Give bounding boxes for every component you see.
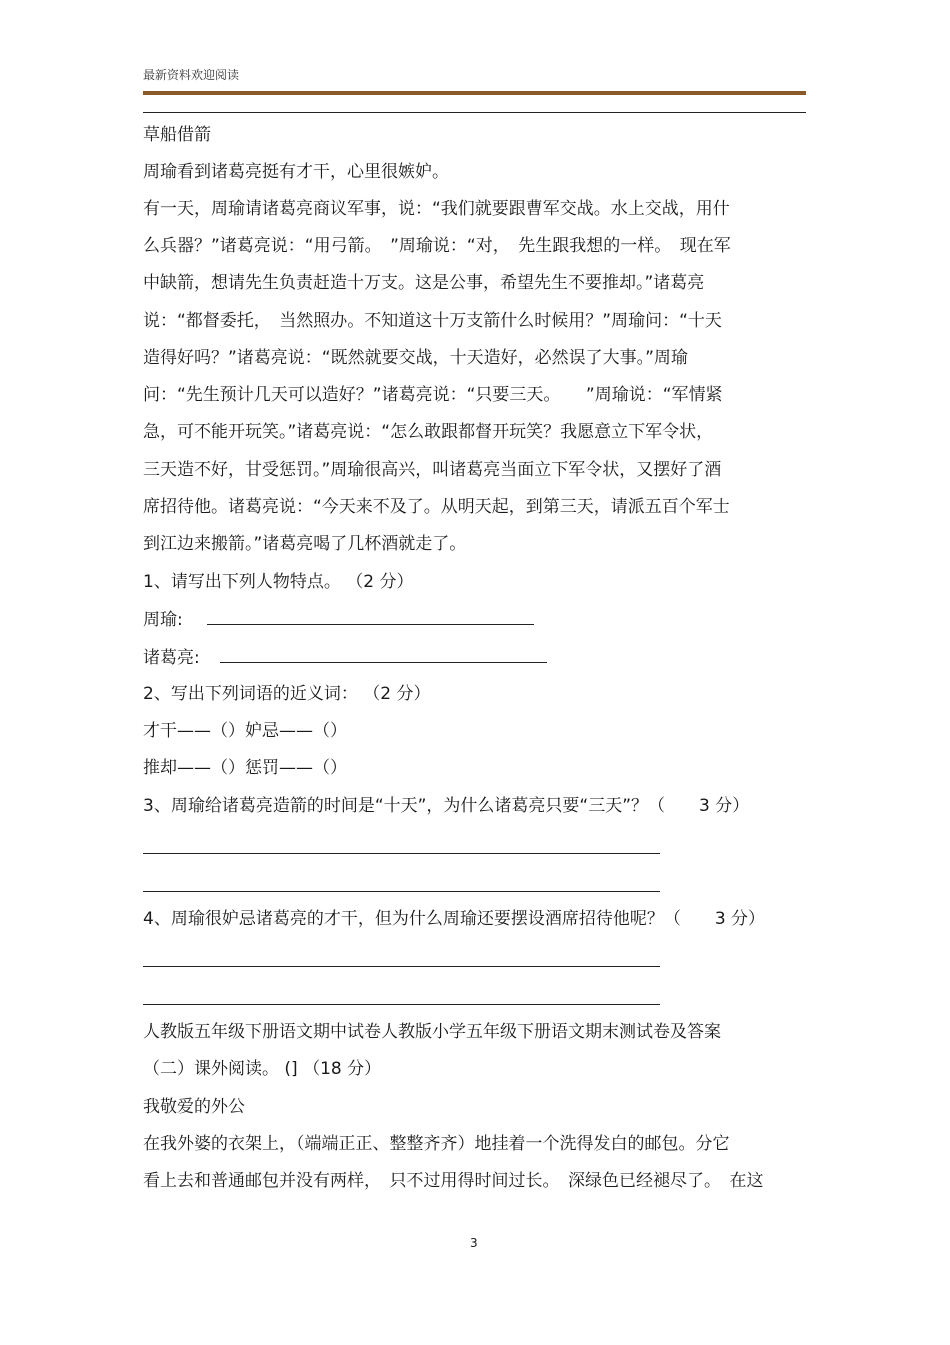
story-line: 急，可不能开玩笑。”诸葛亮说：“怎么敢跟都督开玩笑？我愿意立下军令状， <box>143 422 714 442</box>
answer-line-q4[interactable] <box>143 1004 660 1005</box>
answer-line-q3[interactable] <box>143 891 660 892</box>
page-header: 最新资料欢迎阅读 <box>143 68 240 82</box>
header-rule-thin <box>143 112 806 113</box>
story-line: 中缺箭，想请先生负责赶造十万支。这是公事，希望先生不要推却。”诸葛亮 <box>143 273 705 293</box>
story-line: 周瑜看到诸葛亮挺有才干，心里很嫉妒。 <box>143 162 449 182</box>
story-line: 到江边来搬箭。”诸葛亮喝了几杯酒就走了。 <box>143 534 467 554</box>
question-1: 1、请写出下列人物特点。 （2 分） <box>143 572 414 592</box>
story-line: 有一天，周瑜请诸葛亮商议军事，说：“我们就要跟曹军交战。水上交战，用什 <box>143 199 730 219</box>
answer-blank-zhouyu[interactable] <box>207 608 534 625</box>
answer-row-zhouyu <box>143 608 534 631</box>
answer-line-q3[interactable] <box>143 853 660 854</box>
header-rule-thick <box>143 91 806 95</box>
story-line: 造得好吗？”诸葛亮说：“既然就要交战，十天造好，必然误了大事。”周瑜 <box>143 348 688 368</box>
answer-blank-zhugeliang[interactable] <box>220 646 547 663</box>
question-4: 4、周瑜很妒忌诸葛亮的才干，但为什么周瑜还要摆设酒席招待他呢？（ 3 分） <box>143 909 766 929</box>
story-line: 么兵器？”诸葛亮说：“用弓箭。 ”周瑜说：“对， 先生跟我想的一样。 现在军 <box>143 236 731 256</box>
answer-row-zhugeliang <box>143 646 547 669</box>
section-subheading: （二）课外阅读。 (] （18 分） <box>143 1059 382 1079</box>
story-line: 席招待他。诸葛亮说：“今天来不及了。从明天起，到第三天，请派五百个军士 <box>143 497 730 517</box>
passage-line: 在我外婆的衣架上，（端端正正、整整齐齐）地挂着一个洗得发白的邮包。分它 <box>143 1134 730 1154</box>
story-title: 草船借箭 <box>143 125 211 145</box>
passage-line: 看上去和普通邮包并没有两样， 只不过用得时间过长。 深绿色已经褪尽了。 在这 <box>143 1171 764 1191</box>
label-zhouyu: 周瑜: <box>143 610 183 630</box>
label-zhugeliang: 诸葛亮: <box>143 648 200 668</box>
story-line: 三天造不好，甘受惩罚。”周瑜很高兴，叫诸葛亮当面立下军令状，又摆好了酒 <box>143 460 722 480</box>
section-title: 人教版五年级下册语文期中试卷人教版小学五年级下册语文期末测试卷及答案 <box>143 1022 721 1042</box>
answer-line-q4[interactable] <box>143 966 660 967</box>
question-3: 3、周瑜给诸葛亮造箭的时间是“十天”，为什么诸葛亮只要“三天”？（ 3 分） <box>143 796 750 816</box>
page-number: 3 <box>470 1236 478 1250</box>
story-line: 说：“都督委托， 当然照办。不知道这十万支箭什么时候用？”周瑜问：“十天 <box>143 311 722 331</box>
story-line: 问：“先生预计几天可以造好？”诸葛亮说：“只要三天。 ”周瑜说：“军情紧 <box>143 385 723 405</box>
passage-title: 我敬爱的外公 <box>143 1097 245 1117</box>
question-2: 2、写出下列词语的近义词： （2 分） <box>143 684 431 704</box>
synonym-line: 推却——（）惩罚——（） <box>143 758 347 778</box>
synonym-line: 才干——（）妒忌——（） <box>143 721 347 741</box>
